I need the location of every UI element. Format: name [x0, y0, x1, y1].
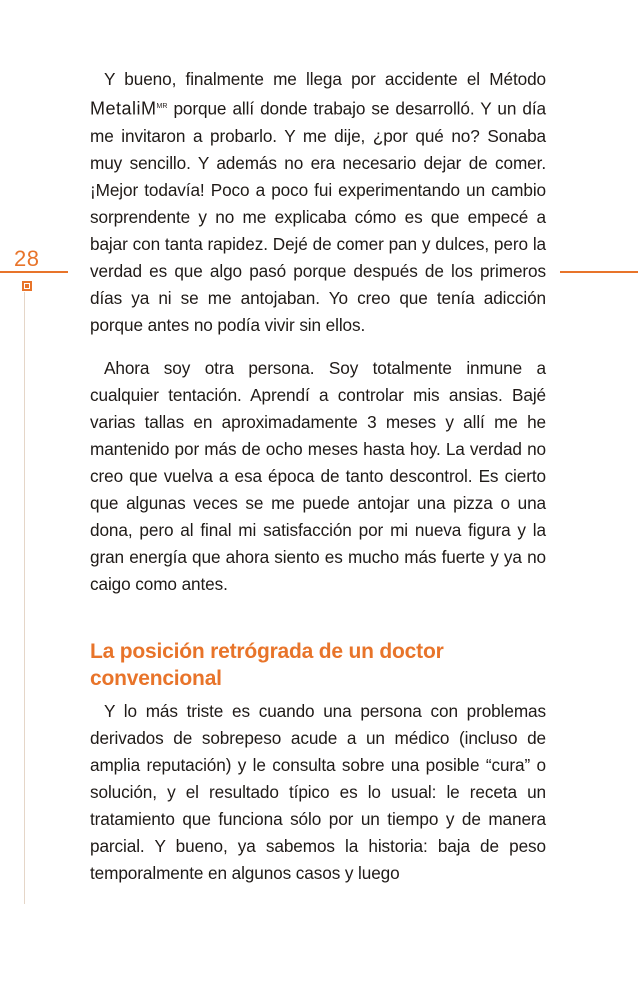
brand-trademark-mark: MR	[156, 103, 168, 110]
paragraph-1	[90, 66, 546, 339]
section-heading-line-2: convencional	[90, 666, 222, 690]
text-column	[90, 66, 546, 887]
page-marker-square-icon	[22, 281, 32, 291]
paragraph-1-start: Y bueno, finalmente me llega por accidente el Método	[104, 69, 546, 89]
section-heading	[90, 638, 546, 692]
paragraph-1-end: porque allí donde trabajo se desarrolló. Y un día me invitaron a probarlo. Y me dije, ¿por qué no? Sonaba muy sencillo. Y además no era necesario dejar de comer. ¡Mejor todavía! Poco a poco fui experimentando un cambio sorprendente y no me explicaba cómo es que empecé a bajar con tanta rapidez. Dejé de comer pan y dulces, pero la verdad es que algo pasó porque después de los primeros días ya ni se me antojaban. Yo creo que tenía adicción porque antes no podía vivir sin ellos.	[90, 98, 546, 335]
section-heading-line-1: La posición retrógrada de un doctor	[90, 639, 444, 663]
page-rule-right	[560, 271, 638, 273]
paragraph-3: Y lo más triste es cuando una persona con problemas derivados de sobrepeso acude a un médico (incluso de amplia reputación) y le consulta sobre una posible “cura” o solución, y el resultado típico es lo usual: le receta un tratamiento que funciona sólo por un tiempo y de manera parcial. Y bueno, ya sabemos la historia: baja de peso temporalmente en algunos casos y luego	[90, 700, 546, 883]
page-number: 28	[14, 246, 40, 271]
paragraph-2: Ahora soy otra persona. Soy totalmente inmune a cualquier tentación. Aprendí a controlar mis ansias. Bajé varias tallas en aproximadamente 3 meses y allí me he mantenido por más de ocho meses hasta hoy. La verdad no creo que vuelva a esa época de tanto descontrol. Es cierto que algunas veces se me puede antojar una pizza o una dona, pero al final mi satisfacción por mi nueva figura y la gran energía que ahora siento es mucho más fuerte y ya no caigo como antes.	[90, 357, 546, 594]
margin-vertical-rule	[24, 292, 25, 904]
brand-name: MetaliM	[90, 98, 157, 119]
